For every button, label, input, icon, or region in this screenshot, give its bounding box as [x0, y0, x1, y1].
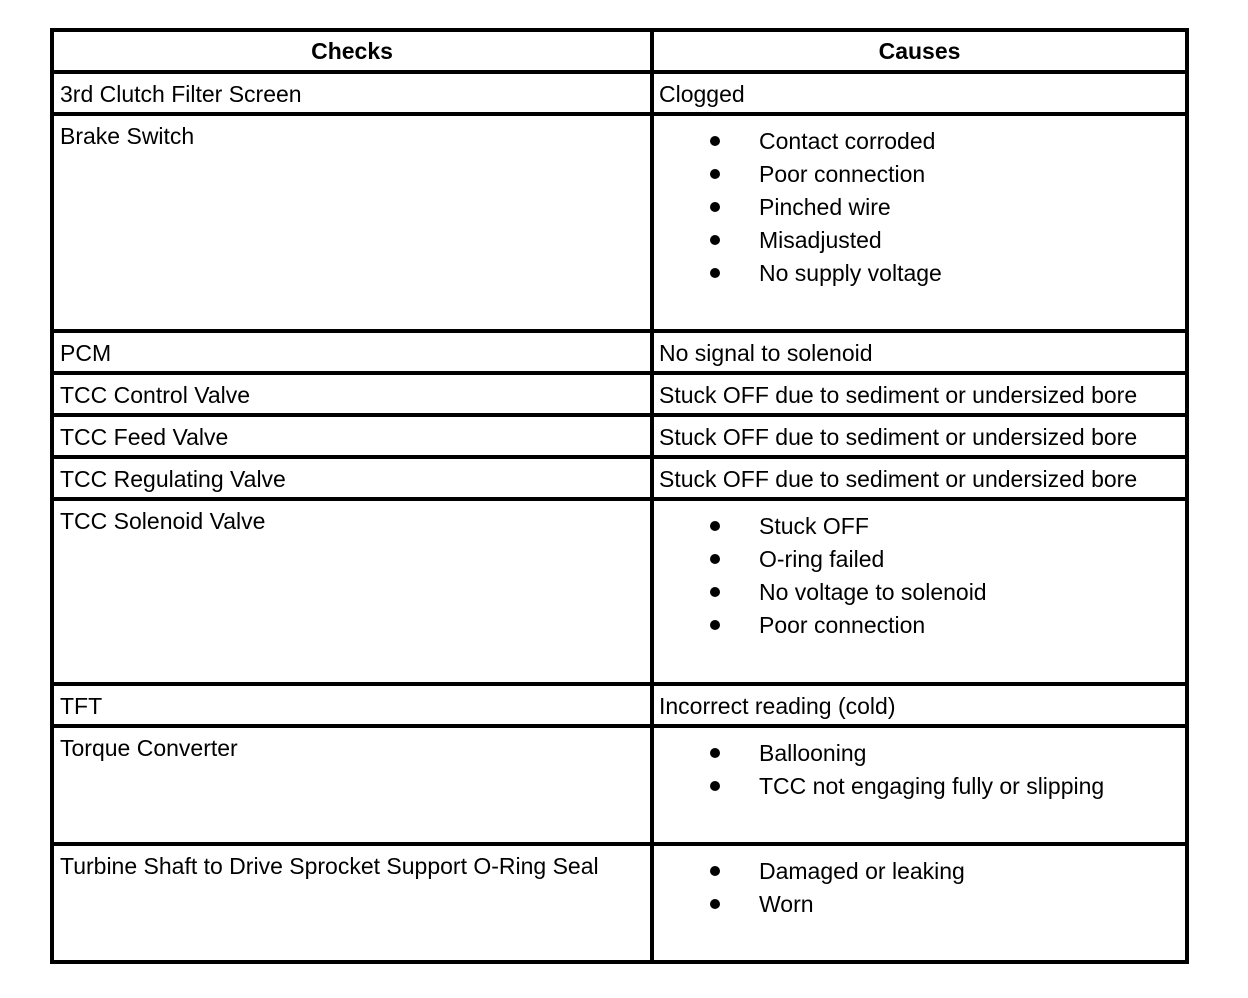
table-row [52, 684, 1187, 726]
bullet-icon [710, 235, 720, 245]
cause-list [654, 846, 1185, 924]
cause-item-label: TCC not engaging fully or slipping [759, 773, 1105, 799]
check-cell [52, 726, 652, 844]
cause-label: Stuck OFF due to sediment or undersized bore [659, 382, 1138, 408]
cause-item [654, 260, 1185, 293]
check-cell [52, 331, 652, 373]
check-cell [52, 457, 652, 499]
cause-item-label: Poor connection [759, 161, 926, 187]
cause-item [654, 773, 1185, 806]
cause-list [654, 501, 1185, 645]
check-label: Turbine Shaft to Drive Sprocket Support O-Ring Seal [60, 853, 599, 879]
cause-item-label: Ballooning [759, 740, 867, 766]
table-row [52, 114, 1187, 331]
cause-item-label: Poor connection [759, 612, 926, 638]
cause-item-label: Stuck OFF [759, 513, 869, 539]
table-row [52, 726, 1187, 844]
cause-item [654, 161, 1185, 194]
cause-item [654, 194, 1185, 227]
bullet-icon [710, 899, 720, 909]
cause-item-label: No supply voltage [759, 260, 942, 286]
cause-item [654, 128, 1185, 161]
check-label: TFT [60, 693, 103, 719]
check-cell [52, 844, 652, 962]
bullet-icon [710, 136, 720, 146]
cause-label: Stuck OFF due to sediment or undersized bore [659, 466, 1138, 492]
check-cell [52, 373, 652, 415]
check-label: PCM [60, 340, 112, 366]
cause-cell [652, 415, 1187, 457]
check-label: TCC Control Valve [60, 382, 251, 408]
cause-cell [652, 499, 1187, 684]
header-causes: Causes [652, 30, 1187, 72]
bullet-icon [710, 554, 720, 564]
check-label: Torque Converter [60, 735, 238, 761]
table-row [52, 844, 1187, 962]
check-cell [52, 499, 652, 684]
cause-cell [652, 72, 1187, 114]
check-cell [52, 72, 652, 114]
bullet-icon [710, 748, 720, 758]
cause-cell [652, 114, 1187, 331]
cause-cell [652, 457, 1187, 499]
cause-cell [652, 726, 1187, 844]
table-row [52, 373, 1187, 415]
check-label: 3rd Clutch Filter Screen [60, 81, 302, 107]
check-cell [52, 114, 652, 331]
cause-cell [652, 373, 1187, 415]
table-row [52, 457, 1187, 499]
cause-item-label: Worn [759, 891, 814, 917]
bullet-icon [710, 268, 720, 278]
check-label: Brake Switch [60, 123, 195, 149]
cause-item [654, 891, 1185, 924]
cause-cell [652, 684, 1187, 726]
bullet-icon [710, 169, 720, 179]
table-row [52, 499, 1187, 684]
bullet-icon [710, 202, 720, 212]
bullet-icon [710, 587, 720, 597]
cause-item-label: Misadjusted [759, 227, 882, 253]
cause-item-label: O-ring failed [759, 546, 885, 572]
table-row [52, 415, 1187, 457]
check-cell [52, 684, 652, 726]
cause-item-label: Damaged or leaking [759, 858, 965, 884]
cause-item [654, 513, 1185, 546]
check-label: TCC Regulating Valve [60, 466, 286, 492]
cause-item-label: Contact corroded [759, 128, 936, 154]
bullet-icon [710, 866, 720, 876]
check-label: TCC Feed Valve [60, 424, 229, 450]
cause-item [654, 227, 1185, 260]
bullet-icon [710, 521, 720, 531]
cause-item [654, 740, 1185, 773]
cause-item [654, 858, 1185, 891]
header-row [52, 30, 1187, 72]
table-row [52, 331, 1187, 373]
cause-item [654, 546, 1185, 579]
cause-list [654, 116, 1185, 293]
table-row [52, 72, 1187, 114]
diagnostic-table [50, 28, 1189, 964]
cause-label: Stuck OFF due to sediment or undersized bore [659, 424, 1138, 450]
cause-item [654, 579, 1185, 612]
cause-label: Incorrect reading (cold) [659, 693, 896, 719]
cause-label: No signal to solenoid [659, 340, 873, 366]
cause-cell [652, 331, 1187, 373]
header-checks: Checks [52, 30, 652, 72]
bullet-icon [710, 620, 720, 630]
cause-item-label: No voltage to solenoid [759, 579, 987, 605]
bullet-icon [710, 781, 720, 791]
cause-cell [652, 844, 1187, 962]
cause-label: Clogged [659, 81, 745, 107]
cause-list [654, 728, 1185, 806]
cause-item-label: Pinched wire [759, 194, 891, 220]
cause-item [654, 612, 1185, 645]
check-cell [52, 415, 652, 457]
check-label: TCC Solenoid Valve [60, 508, 266, 534]
